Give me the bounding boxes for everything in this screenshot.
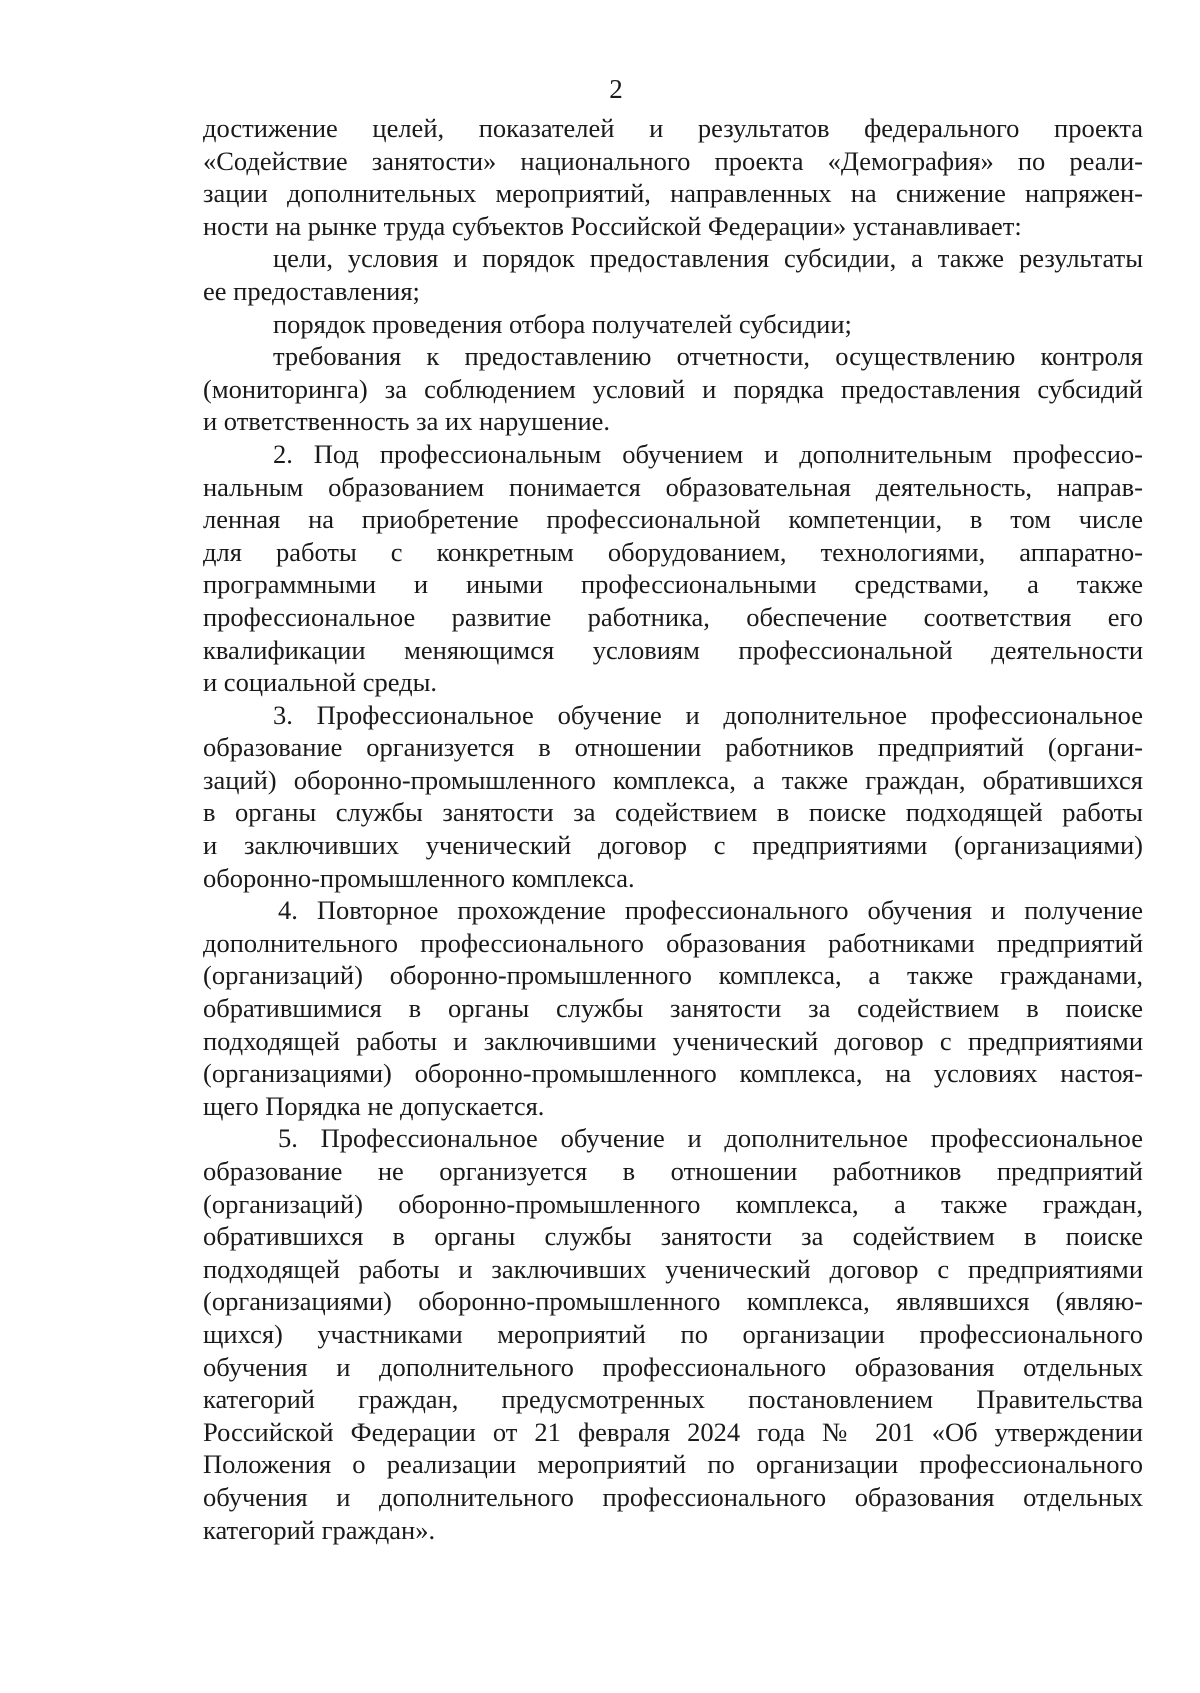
text-line: квалификации меняющимся условиям профессиональной деятельности xyxy=(203,634,1143,665)
text-line: ности на рынке труда субъектов Российской Федерации» устанавливает: xyxy=(203,210,1022,241)
text-line: (мониторинга) за соблюдением условий и порядка предоставления субсидий xyxy=(203,373,1143,404)
text-line: требования к предоставлению отчетности, осуществлению контроля xyxy=(273,341,1143,372)
text-line: и ответственность за их нарушение. xyxy=(203,406,611,437)
text-line: щего Порядка не допускается. xyxy=(203,1090,545,1121)
text-line: 4. Повторное прохождение профессионального обучения и получение xyxy=(278,895,1143,926)
text-line: подходящей работы и заключивших ученический договор с предприятиями xyxy=(203,1253,1143,1284)
text-line: категорий граждан, предусмотренных постановлением Правительства xyxy=(203,1384,1143,1415)
text-line: (организациями) оборонно-промышленного комплекса, на условиях настоя- xyxy=(203,1058,1143,1089)
document-body xyxy=(203,112,1143,1546)
text-line: цели, условия и порядок предоставления субсидии, а также результаты xyxy=(273,243,1143,274)
text-line: обратившимися в органы службы занятости за содействием в поиске xyxy=(203,993,1143,1024)
text-line: программными и иными профессиональными средствами, а также xyxy=(203,569,1143,600)
text-line: для работы с конкретным оборудованием, технологиями, аппаратно- xyxy=(203,536,1143,567)
text-line: порядок проведения отбора получателей субсидии; xyxy=(273,308,852,339)
text-line: достижение целей, показателей и результатов федерального проекта xyxy=(203,113,1143,143)
text-line: и социальной среды. xyxy=(203,667,438,698)
text-line: Положения о реализации мероприятий по организации профессионального xyxy=(203,1449,1143,1480)
text-line: нальным образованием понимается образовательная деятельность, направ- xyxy=(203,471,1143,502)
text-line: 3. Профессиональное обучение и дополнительное профессиональное xyxy=(273,699,1143,730)
text-line: (организаций) оборонно-промышленного комплекса, а также гражданами, xyxy=(203,960,1143,991)
text-line: заций) оборонно-промышленного комплекса, а также граждан, обратившихся xyxy=(203,764,1143,795)
text-line: (организаций) оборонно-промышленного комплекса, а также граждан, xyxy=(203,1188,1143,1219)
text-line: щихся) участниками мероприятий по организации профессионального xyxy=(203,1318,1143,1349)
text-line: и заключивших ученический договор с предприятиями (организациями) xyxy=(203,830,1143,861)
text-line: «Содействие занятости» национального проекта «Демография» по реали- xyxy=(203,145,1143,176)
text-line: Российской Федерации от 21 февраля 2024 года № 201 «Об утверждении xyxy=(203,1416,1143,1447)
text-line: категорий граждан». xyxy=(203,1514,436,1545)
text-line: 2. Под профессиональным обучением и дополнительным профессио- xyxy=(273,438,1143,469)
text-line: ленная на приобретение профессиональной компетенции, в том числе xyxy=(203,504,1143,535)
page-number: 2 xyxy=(609,74,623,104)
text-line: обратившихся в органы службы занятости за содействием в поиске xyxy=(203,1221,1143,1252)
text-line: в органы службы занятости за содействием в поиске подходящей работы xyxy=(203,797,1143,828)
text-line: зации дополнительных мероприятий, направленных на снижение напряжен- xyxy=(203,178,1143,209)
text-line: подходящей работы и заключившими ученический договор с предприятиями xyxy=(203,1025,1143,1056)
text-line: (организациями) оборонно-промышленного комплекса, являвшихся (являю- xyxy=(203,1286,1143,1317)
text-line: 5. Профессиональное обучение и дополнительное профессиональное xyxy=(278,1123,1143,1154)
text-line: обучения и дополнительного профессионального образования отдельных xyxy=(203,1481,1143,1512)
text-line: профессиональное развитие работника, обеспечение соответствия его xyxy=(203,601,1143,632)
text-line: обучения и дополнительного профессионального образования отдельных xyxy=(203,1351,1143,1382)
text-line: ее предоставления; xyxy=(203,275,420,306)
text-line: образование не организуется в отношении работников предприятий xyxy=(203,1156,1143,1186)
text-line: образование организуется в отношении работников предприятий (органи- xyxy=(203,732,1143,763)
text-line: дополнительного профессионального образования работниками предприятий xyxy=(203,927,1143,958)
text-line: оборонно-промышленного комплекса. xyxy=(203,862,635,893)
